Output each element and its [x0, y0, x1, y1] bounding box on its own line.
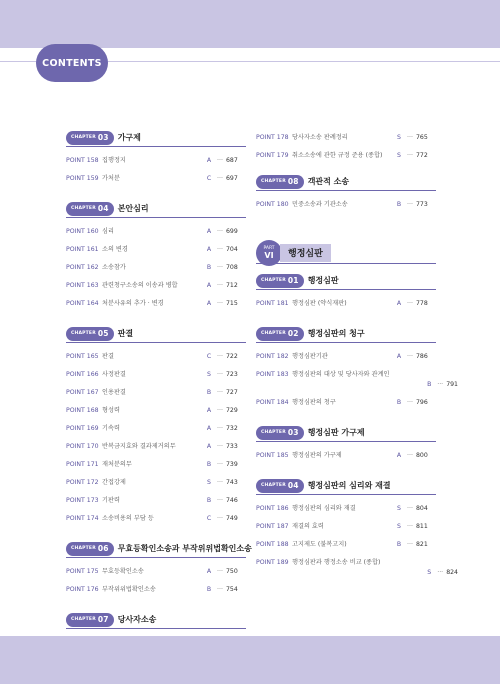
chapter-title: 객관적 소송 [307, 177, 350, 186]
leader-dots: ··· [437, 381, 444, 388]
grade-badge: S [207, 371, 211, 378]
chapter-label: CHAPTER [261, 331, 286, 336]
chapter-number: 01 [287, 276, 299, 285]
toc-entry[interactable] [66, 152, 246, 170]
right-top-points [256, 129, 436, 165]
toc-entry[interactable] [256, 500, 436, 518]
part-title: 행정심판 [280, 244, 331, 262]
page-number: 749 [226, 515, 238, 522]
bottom-band [0, 636, 500, 684]
grade-badge: B [396, 201, 402, 208]
chapter-section [256, 325, 458, 412]
toc-entry[interactable] [66, 366, 246, 384]
chapter-section [66, 540, 252, 599]
chapter-title: 판결 [117, 329, 134, 338]
toc-entry[interactable] [256, 129, 436, 147]
chapter-section [256, 424, 436, 465]
chapter-title: 행정심판의 청구 [307, 329, 365, 338]
leader-dots: ··· [217, 586, 223, 593]
entry-title: 소송참가 [102, 264, 126, 271]
toc-entry[interactable] [66, 241, 246, 259]
entry-title: 사정판결 [102, 371, 126, 378]
point-number: POINT 163 [66, 282, 99, 289]
chapter-section [66, 325, 246, 528]
leader-dots: ··· [437, 569, 444, 576]
toc-entry[interactable] [66, 492, 246, 510]
chapter-badge [66, 327, 114, 341]
page-number: 824 [446, 569, 458, 576]
page-number: 727 [226, 389, 238, 396]
chapter-number: 04 [97, 204, 109, 213]
toc-entry[interactable] [66, 384, 246, 402]
entry-title: 행정심판과 행정소송 비교 (종합) [292, 559, 381, 566]
toc-entry[interactable] [256, 196, 436, 214]
leader-dots: ··· [217, 264, 223, 271]
part-badge [256, 240, 282, 266]
grade-badge: C [206, 175, 212, 182]
point-number: POINT 160 [66, 228, 99, 235]
point-number: POINT 161 [66, 246, 99, 253]
page-number: 729 [226, 407, 238, 414]
chapter-label: CHAPTER [261, 430, 286, 435]
toc-entry[interactable] [256, 536, 436, 554]
chapter-label: CHAPTER [71, 331, 96, 336]
entry-title: 취소소송에 관한 규정 준용 (종합) [292, 152, 383, 159]
entry-meta [292, 569, 458, 577]
chapter-label: CHAPTER [71, 546, 96, 551]
page-number: 791 [446, 381, 458, 388]
chapter-title: 본안심리 [117, 204, 149, 213]
chapter-badge [256, 327, 304, 341]
chapter-section [256, 272, 436, 313]
right-column [256, 129, 458, 592]
leader-dots: ··· [407, 353, 413, 360]
chapter-heading [256, 173, 436, 191]
toc-entry[interactable] [66, 223, 246, 241]
grade-badge: B [206, 264, 212, 271]
grade-badge: B [206, 586, 212, 593]
leader-dots: ··· [217, 407, 223, 414]
grade-badge: A [206, 443, 212, 450]
entry-title: 무효등확인소송 [102, 568, 144, 575]
chapter-heading [66, 325, 246, 343]
grade-badge: A [206, 300, 212, 307]
toc-entry[interactable] [256, 394, 436, 412]
grade-badge: A [396, 353, 402, 360]
point-number: POINT 174 [66, 515, 99, 522]
toc-entry[interactable] [66, 348, 246, 366]
page-number: 712 [226, 282, 238, 289]
top-band [0, 0, 500, 48]
point-number: POINT 159 [66, 175, 99, 182]
grade-badge: B [396, 399, 402, 406]
point-number: POINT 164 [66, 300, 99, 307]
entry-title: 소의 변경 [102, 246, 128, 253]
part-number: VI [264, 250, 274, 260]
leader-dots: ··· [217, 300, 223, 307]
grade-badge: A [396, 300, 402, 307]
entry-title: 판결 [102, 353, 114, 360]
page-number: 786 [416, 353, 428, 360]
toc-entry[interactable] [66, 474, 246, 492]
entry-title: 심리 [102, 228, 114, 235]
grade-badge: A [396, 452, 402, 459]
entry-title: 관련청구소송의 이송과 병합 [102, 282, 178, 289]
leader-dots: ··· [407, 399, 413, 406]
point-number: POINT 187 [256, 523, 289, 530]
point-number: POINT 182 [256, 353, 289, 360]
chapter-section [66, 129, 246, 188]
page-number: 811 [416, 523, 428, 530]
page-number: 739 [226, 461, 238, 468]
page-number: 732 [226, 425, 238, 432]
page-number: 746 [226, 497, 238, 504]
chapter-badge [256, 426, 304, 440]
chapter-08-section [256, 173, 436, 214]
chapter-heading [66, 611, 246, 629]
chapter-section [256, 477, 458, 582]
point-number: POINT 162 [66, 264, 99, 271]
grade-badge: A [206, 157, 212, 164]
point-number: POINT 186 [256, 505, 289, 512]
chapter-number: 05 [97, 329, 109, 338]
leader-dots: ··· [217, 228, 223, 235]
chapter-badge [256, 175, 304, 189]
chapter-section [66, 200, 246, 313]
grade-badge: B [396, 541, 402, 548]
entry-title: 가처분 [102, 175, 120, 182]
grade-badge: A [206, 246, 212, 253]
page-number: 687 [226, 157, 238, 164]
toc-entry[interactable] [66, 438, 246, 456]
chapter-heading [256, 424, 436, 442]
entry-title-block [292, 371, 458, 389]
grade-badge: A [206, 407, 212, 414]
page-number: 800 [416, 452, 428, 459]
toc-entry[interactable] [256, 147, 436, 165]
leader-dots: ··· [407, 134, 413, 141]
entry-title: 집행정지 [102, 157, 126, 164]
leader-dots: ··· [217, 353, 223, 360]
chapter-label: CHAPTER [261, 179, 286, 184]
page-number: 796 [416, 399, 428, 406]
point-number: POINT 168 [66, 407, 99, 414]
grade-badge: S [397, 134, 401, 141]
entry-title: 형성력 [102, 407, 120, 414]
grade-badge: C [206, 353, 212, 360]
grade-badge: S [397, 505, 401, 512]
page-number: 699 [226, 228, 238, 235]
grade-badge: C [206, 515, 212, 522]
chapter-number: 02 [287, 329, 299, 338]
toc-entry[interactable] [66, 170, 246, 188]
leader-dots: ··· [217, 389, 223, 396]
page-number: 733 [226, 443, 238, 450]
page-number: 804 [416, 505, 428, 512]
point-number: POINT 181 [256, 300, 289, 307]
entry-title-block [292, 559, 458, 577]
page-number: 722 [226, 353, 238, 360]
point-number: POINT 184 [256, 399, 289, 406]
page-number: 723 [226, 371, 238, 378]
point-number: POINT 175 [66, 568, 99, 575]
grade-badge: S [207, 479, 211, 486]
chapter-number: 03 [287, 428, 299, 437]
chapter-badge [66, 613, 114, 627]
leader-dots: ··· [407, 300, 413, 307]
left-column [66, 129, 252, 662]
page-number: 772 [416, 152, 428, 159]
leader-dots: ··· [217, 425, 223, 432]
entry-title: 재처분의무 [102, 461, 132, 468]
toc-entry[interactable] [66, 456, 246, 474]
part-label: PART [263, 245, 275, 251]
chapter-badge [66, 131, 114, 145]
chapter-title: 행정심판 [307, 276, 339, 285]
leader-dots: ··· [407, 505, 413, 512]
toc-entry[interactable] [256, 348, 436, 366]
grade-badge: S [427, 569, 432, 576]
page-number: 778 [416, 300, 428, 307]
chapter-badge [256, 274, 304, 288]
leader-dots: ··· [217, 371, 223, 378]
leader-dots: ··· [217, 175, 223, 182]
point-number: POINT 179 [256, 152, 289, 159]
chapter-label: CHAPTER [71, 617, 96, 622]
entry-title: 고지제도 (불복고지) [292, 541, 347, 548]
toc-entry[interactable] [256, 447, 436, 465]
page-number: 750 [226, 568, 238, 575]
point-number: POINT 185 [256, 452, 289, 459]
entry-title: 행정심판 (약식재판) [292, 300, 347, 307]
entry-title: 민중소송과 기관소송 [292, 201, 348, 208]
page-number: 708 [226, 264, 238, 271]
entry-title: 기속력 [102, 425, 120, 432]
chapter-label: CHAPTER [261, 483, 286, 488]
chapter-number: 03 [97, 133, 109, 142]
part-chapters [256, 272, 458, 582]
chapter-heading [66, 200, 246, 218]
part-heading [256, 242, 436, 264]
chapter-badge [66, 542, 114, 556]
grade-badge: B [427, 381, 432, 388]
grade-badge: A [206, 228, 212, 235]
point-number: POINT 166 [66, 371, 99, 378]
point-number: POINT 165 [66, 353, 99, 360]
chapter-number: 06 [97, 544, 109, 553]
toc-entry[interactable] [66, 295, 246, 313]
point-number: POINT 167 [66, 389, 99, 396]
entry-title: 행정심판의 가구제 [292, 452, 342, 459]
leader-dots: ··· [217, 246, 223, 253]
point-number: POINT 188 [256, 541, 289, 548]
toc-entry[interactable] [66, 259, 246, 277]
chapter-number: 04 [287, 481, 299, 490]
chapter-heading [66, 540, 252, 558]
toc-entry[interactable] [66, 581, 246, 599]
leader-dots: ··· [217, 515, 223, 522]
grade-badge: A [206, 568, 212, 575]
entry-title: 행정심판기관 [292, 353, 328, 360]
page-number: 773 [416, 201, 428, 208]
grade-badge: B [206, 497, 212, 504]
point-number: POINT 170 [66, 443, 99, 450]
grade-badge: B [206, 389, 212, 396]
entry-title: 소송비용의 부담 등 [102, 515, 154, 522]
point-number: POINT 183 [256, 371, 289, 378]
leader-dots: ··· [407, 541, 413, 548]
leader-dots: ··· [217, 568, 223, 575]
entry-title: 행정심판의 심리와 재결 [292, 505, 356, 512]
grade-badge: S [397, 152, 401, 159]
entry-title: 처분사유의 추가 · 변경 [102, 300, 164, 307]
point-number: POINT 171 [66, 461, 99, 468]
grade-badge: A [206, 425, 212, 432]
leader-dots: ··· [407, 523, 413, 530]
chapter-section [256, 173, 436, 214]
toc-entry[interactable] [66, 563, 246, 581]
chapter-title: 무효등확인소송과 부작위위법확인소송 [117, 544, 252, 553]
leader-dots: ··· [217, 157, 223, 164]
point-number: POINT 158 [66, 157, 99, 164]
entry-meta [292, 381, 458, 389]
chapter-heading [66, 129, 246, 147]
entry-title: 기판력 [102, 497, 120, 504]
chapter-title: 당사자소송 [117, 615, 157, 624]
chapter-label: CHAPTER [261, 278, 286, 283]
chapter-heading [256, 325, 436, 343]
toc-entry[interactable] [66, 420, 246, 438]
contents-logo: CONTENTS [36, 44, 108, 82]
leader-dots: ··· [217, 282, 223, 289]
entry-title: 재결의 효력 [292, 523, 324, 530]
chapter-label: CHAPTER [71, 135, 96, 140]
chapter-number: 07 [97, 615, 109, 624]
toc-entry[interactable] [256, 518, 436, 536]
leader-dots: ··· [217, 443, 223, 450]
point-number: POINT 180 [256, 201, 289, 208]
page-number: 697 [226, 175, 238, 182]
toc-entry[interactable] [66, 402, 246, 420]
chapter-badge [66, 202, 114, 216]
leader-dots: ··· [217, 497, 223, 504]
chapter-heading [256, 272, 436, 290]
toc-entry[interactable] [66, 277, 246, 295]
entry-title: 행정심판의 대상 및 당사자와 관계인 [292, 371, 390, 378]
grade-badge: B [206, 461, 212, 468]
toc-entry[interactable] [256, 554, 458, 582]
grade-badge: A [206, 282, 212, 289]
entry-title: 부작위위법확인소송 [102, 586, 156, 593]
point-number: POINT 178 [256, 134, 289, 141]
page-number: 715 [226, 300, 238, 307]
leader-dots: ··· [217, 479, 223, 486]
chapter-title: 행정심판의 심리와 재결 [307, 481, 391, 490]
point-number: POINT 176 [66, 586, 99, 593]
leader-dots: ··· [407, 452, 413, 459]
chapter-number: 08 [287, 177, 299, 186]
toc-entry[interactable] [66, 510, 246, 528]
toc-entry[interactable] [256, 295, 436, 313]
chapter-title: 가구제 [117, 133, 141, 142]
leader-dots: ··· [217, 461, 223, 468]
point-number: POINT 172 [66, 479, 99, 486]
page-number: 704 [226, 246, 238, 253]
entry-title: 반복금지효와 결과제거의무 [102, 443, 176, 450]
chapter-heading [256, 477, 436, 495]
page-number: 821 [416, 541, 428, 548]
point-number: POINT 173 [66, 497, 99, 504]
entry-title: 당사자소송 판례정리 [292, 134, 348, 141]
entry-title: 행정심판의 청구 [292, 399, 336, 406]
page-number: 765 [416, 134, 428, 141]
chapter-label: CHAPTER [71, 206, 96, 211]
page-number: 754 [226, 586, 238, 593]
chapter-badge [256, 479, 304, 493]
entry-title: 인용판결 [102, 389, 126, 396]
leader-dots: ··· [407, 152, 413, 159]
chapter-title: 행정심판 가구제 [307, 428, 365, 437]
toc-entry[interactable] [256, 366, 458, 394]
entry-title: 간접강제 [102, 479, 126, 486]
grade-badge: S [397, 523, 401, 530]
point-number: POINT 169 [66, 425, 99, 432]
leader-dots: ··· [407, 201, 413, 208]
point-number: POINT 189 [256, 559, 289, 566]
page-number: 743 [226, 479, 238, 486]
